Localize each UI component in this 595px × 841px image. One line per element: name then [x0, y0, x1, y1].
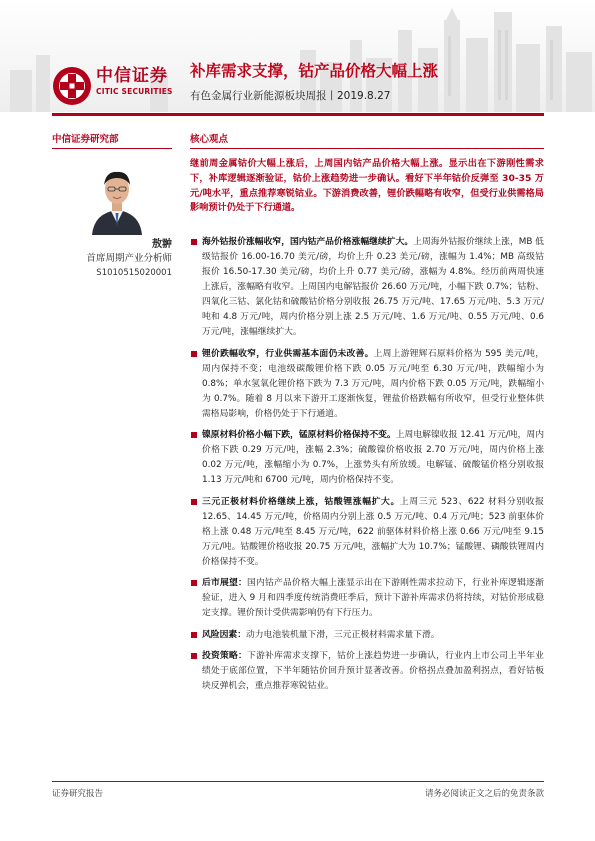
bullet-text: 上周三元 523、622 材料分别收报 12.65、14.45 万元/吨，价格周内分别上涨 0.5 万元/吨、0.4 万元/吨；523 前驱体价格上涨 0.48 万元/吨至 8.45 万元/吨，622 前驱体材料价格上涨 0.66 万元/吨至 9.15 万元/吨。钴酸锂价格收报 20.75 万元/吨，涨幅扩大为 10.7%；锰酸锂、磷酸铁锂周内价格保持不变。 [202, 496, 544, 567]
bullet-list [190, 235, 544, 701]
bullet-item [190, 495, 544, 570]
bullet-square-icon [191, 580, 197, 586]
bullet-text: 上周上游锂辉石原料价格为 595 美元/吨，周内保持不变；电池级碳酸锂价格下跌 0.05 万元/吨至 6.30 万元/吨，跌幅缩小为 0.8%；单水氢氧化锂价格下跌为 7.3 万元/吨，周内价格下跌 0.05 万元/吨，跌幅缩小为 0.7%。随着 8 月以来下游开工逐渐恢复，锂盐价格跌幅有所收窄，但受行业整体供需格局影响，价格仍处于下行通道。 [202, 348, 544, 419]
bullet-lead: 后市展望： [202, 578, 248, 588]
footer-label: 证券研究报告 [52, 789, 104, 799]
analyst-info [52, 238, 172, 280]
report-title: 补库需求支撑，钴产品价格大幅上涨 [190, 62, 439, 80]
analyst-license-id: S1010515020001 [96, 268, 172, 278]
brand-logo [96, 66, 173, 98]
sidebar-heading: 中信证券研究部 [52, 134, 119, 145]
bullet-lead: 海外钴报价涨幅收窄，国内钴产品价格涨幅继续扩大。 [202, 237, 414, 247]
bullet-lead: 投资策略： [202, 651, 248, 661]
bullet-item [190, 576, 544, 621]
core-summary: 继前周金属钴价大幅上涨后，上周国内钴产品价格大幅上涨。显示出在下游刚性需求下，补库逻辑逐渐验证，钴价上涨趋势进一步确认。看好下半年钴价反弹至 30-35 万元/吨水平，重点推荐寒锐钴业。下游消费改善，锂价跌幅略有收窄，但受行业供需格局影响预计仍处于下行通道。 [190, 158, 544, 214]
header-divider [52, 113, 544, 116]
bullet-square-icon [191, 351, 197, 357]
analyst-name: 敖翀 [152, 239, 172, 250]
bullet-square-icon [191, 239, 197, 245]
brand-name-cn: 中信证券 [96, 66, 168, 86]
citic-logo-icon [52, 66, 92, 106]
analyst-role: 首席周期产业分析师 [86, 253, 172, 264]
bullet-lead: 三元正极材料价格继续上涨，钴酸锂涨幅扩大。 [202, 496, 400, 507]
bullet-text: 下游补库需求支撑下，钴价上涨趋势进一步确认，行业内上市公司上半年业绩处于底部位置，下半年随钴价回升预计显著改善。价格拐点叠加盈利拐点，看好钴板块反弹机会，重点推荐寒锐钴业。 [202, 651, 544, 691]
bullet-item [190, 628, 544, 643]
bullet-lead: 风险因素： [202, 629, 246, 640]
bullet-text: 上周海外钴报价继续上涨，MB 低级钴报价 16.00-16.70 美元/磅，均价上升 0.23 美元/磅，涨幅为 1.4%；MB 高级钴报价 16.50-17.30 美元/磅，均价上升 0.77 美元/磅，涨幅为 4.8%。经历前两周快速上涨后，涨幅略有收窄。上周国内电解钴报价 26.60 万元/吨，小幅下跌 0.7%；钴粉、四氧化三钴、氯化钴和硫酸钴价格分别收报 26.75 万元/吨、17.65 万元/吨、5.3 万元/吨和 4.8 万元/吨，周内价格分别上涨 2.5 万元/吨、1.6 万元/吨、0.55 万元/吨、0.6 万元/吨，涨幅继续扩大。 [202, 237, 544, 337]
sidebar-divider [52, 148, 172, 149]
footer-disclaimer-note: 请务必阅读正文之后的免责条款 [424, 789, 544, 799]
brand-name-en: CITIC SECURITIES [96, 87, 173, 96]
main-heading: 核心观点 [190, 134, 229, 145]
bullet-item [190, 428, 544, 488]
bullet-text: 上周电解镍收报 12.41 万元/吨，周内价格下跌 0.29 万元/吨，涨幅 2.3%；硫酸镍价格收报 2.70 万元/吨，周内价格上涨 0.02 万元/吨，涨幅缩小为 0.7%，上涨势头有所放缓。电解锰、硫酸锰价格分别收报 1.13 万元/吨和 6700 元/吨，周内价格保持不变。 [202, 430, 544, 485]
bullet-item [190, 649, 544, 694]
main-divider [190, 148, 544, 149]
report-subtitle: 有色金属行业新能源板块周报丨2019.8.27 [190, 90, 391, 102]
bullet-item [190, 347, 544, 422]
bullet-item [190, 235, 544, 340]
bullet-lead: 锂价跌幅收窄，行业供需基本面仍未改善。 [202, 348, 374, 359]
footer-divider [52, 781, 544, 782]
bullet-square-icon [191, 632, 197, 638]
bullet-square-icon [191, 432, 197, 438]
bullet-lead: 镍原材料价格小幅下跌，锰原材料价格保持不变。 [202, 430, 396, 440]
bullet-square-icon [191, 653, 197, 659]
analyst-photo-avatar [88, 163, 146, 235]
bullet-text: 国内钴产品价格大幅上涨显示出在下游刚性需求拉动下，行业补库逻辑逐渐验证，进入 9 月和四季度传统消费旺季后，预计下游补库需求仍将持续，对钴价形成稳定支撑。锂价预计受供需影响仍有下行压力。 [202, 578, 544, 618]
bullet-text: 动力电池装机量下滑，三元正极材料需求量下滑。 [246, 629, 440, 640]
bullet-square-icon [191, 499, 197, 505]
